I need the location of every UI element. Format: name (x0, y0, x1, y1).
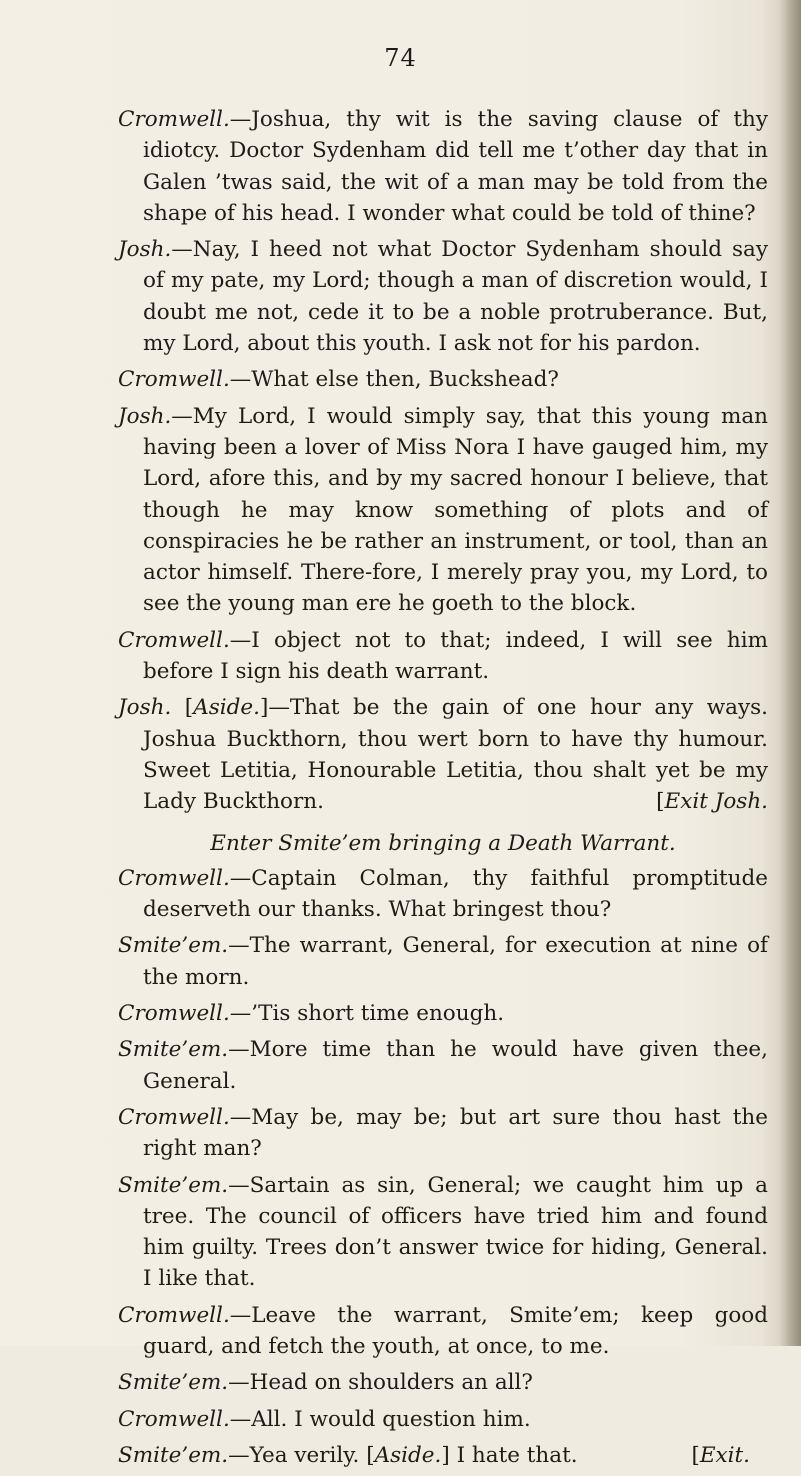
speaker: Cromwell. (118, 1001, 230, 1027)
speech (118, 1300, 768, 1363)
speaker: Smite’em. (118, 933, 229, 959)
speech (118, 1170, 768, 1295)
speaker: Smite’em. (118, 1442, 229, 1468)
speech (118, 1102, 768, 1165)
speech (118, 401, 768, 620)
speaker: Josh. (118, 237, 172, 263)
page-number: 74 (384, 44, 417, 72)
speech-text: —What else then, Buckshead? (229, 367, 559, 393)
exit-text: Exit. (699, 1442, 750, 1468)
speech-text-after: I hate that. (449, 1442, 578, 1468)
speaker: Josh. (118, 403, 172, 429)
speech-text: —May be, may be; but art sure thou hast the right man? (143, 1104, 768, 1162)
speaker: Smite’em. (118, 1172, 229, 1198)
speech (118, 625, 768, 688)
speaker: Josh. (118, 695, 172, 721)
speaker: Cromwell. (118, 627, 230, 653)
speech-text: —More time than he would have given thee, General. (143, 1037, 768, 1094)
speaker: Cromwell. (118, 107, 230, 132)
speech (118, 930, 768, 993)
exit-text: Exit Josh. (664, 789, 768, 815)
speaker: Cromwell. (118, 1302, 230, 1328)
speech (118, 1367, 768, 1398)
speech-text: —’Tis short time enough. (229, 1001, 505, 1027)
speech-text: —That be the gain of one hour any ways. Joshua Buckthorn, thou wert born to have thy humour. Sweet Letitia, Honourable Letitia, thou shalt yet be my Lady Buckthorn. (143, 695, 768, 815)
exit-direction: [Exit Josh. (656, 789, 768, 815)
speaker: Cromwell. (118, 1406, 230, 1432)
speech (118, 998, 768, 1029)
speech-text: —Yea verily. (228, 1442, 360, 1468)
speech: Smite’em.—Yea verily. [Aside.] I hate that. [Exit. (118, 1440, 768, 1471)
speaker: Cromwell. (118, 865, 230, 891)
speech-text: —Nay, I heed not what Doctor Sydenham should say of my pate, my Lord; though a man of discretion would, I doubt me not, cede it to be a noble protruberance. But, my Lord, about this youth. I ask not for his pardon. (143, 237, 768, 357)
speech (118, 104, 768, 229)
speech (118, 234, 768, 359)
exit-direction: [Exit. (691, 1442, 750, 1468)
speech-text: —Captain Colman, thy faithful promptitude deserveth our thanks. What bringest thou? (143, 865, 768, 923)
speech (118, 364, 768, 395)
speech-text: —I object not to that; indeed, I will see him before I sign his death warrant. (143, 627, 768, 685)
aside-direction: Aside. (193, 695, 260, 721)
speech-text: —Leave the warrant, Smite’em; keep good guard, and fetch the youth, at once, to me. (143, 1302, 768, 1359)
speech (118, 863, 768, 926)
speaker: Cromwell. (118, 367, 230, 393)
speech-text: —Sartain as sin, General; we caught him up a tree. The council of officers have tried him and found him guilty. Trees don’t answer twice for hiding, General. I like that. (143, 1172, 768, 1292)
speaker: Smite’em. (118, 1370, 229, 1396)
page-edge-shadow (779, 0, 801, 1346)
aside-direction: Aside. (374, 1442, 442, 1468)
stage-direction: Enter Smite’em bringing a Death Warrant. (210, 830, 676, 856)
speaker: Cromwell. (118, 1104, 230, 1130)
speech (118, 1404, 768, 1435)
speech-text: —My Lord, I would simply say, that this young man having been a lover of Miss Nora I have gauged him, my Lord, afore this, and by my sacred honour I believe, that though he may know something of plots and of conspiracies he be rather an instrument, or tool, than an actor himself. There-fore, I merely pray you, my Lord, to see the young man ere he goeth to the block. (143, 403, 768, 617)
speech-text: —All. I would question him. (229, 1406, 531, 1432)
speaker: Smite’em. (118, 1037, 229, 1063)
speech-text: —Joshua, thy wit is the saving clause of thy idiotcy. Doctor Sydenham did tell me t’other day that in Galen ’twas said, the wit of a man may be told from the shape of his head. I wonder what could be told of thine? (143, 107, 768, 226)
speech-text: —The warrant, General, for execution at nine of the morn. (143, 933, 768, 990)
speech-text: —Head on shoulders an all? (228, 1370, 533, 1396)
speech: Josh. [Aside.]—That be the gain of one hour any ways. Joshua Buckthorn, thou wert born to have thy humour. Sweet Letitia, Honourable Letitia, thou shalt yet be my Lady Buckthorn. [Exit Josh. (118, 692, 768, 817)
play-text (118, 104, 768, 1476)
speech (118, 1034, 768, 1097)
